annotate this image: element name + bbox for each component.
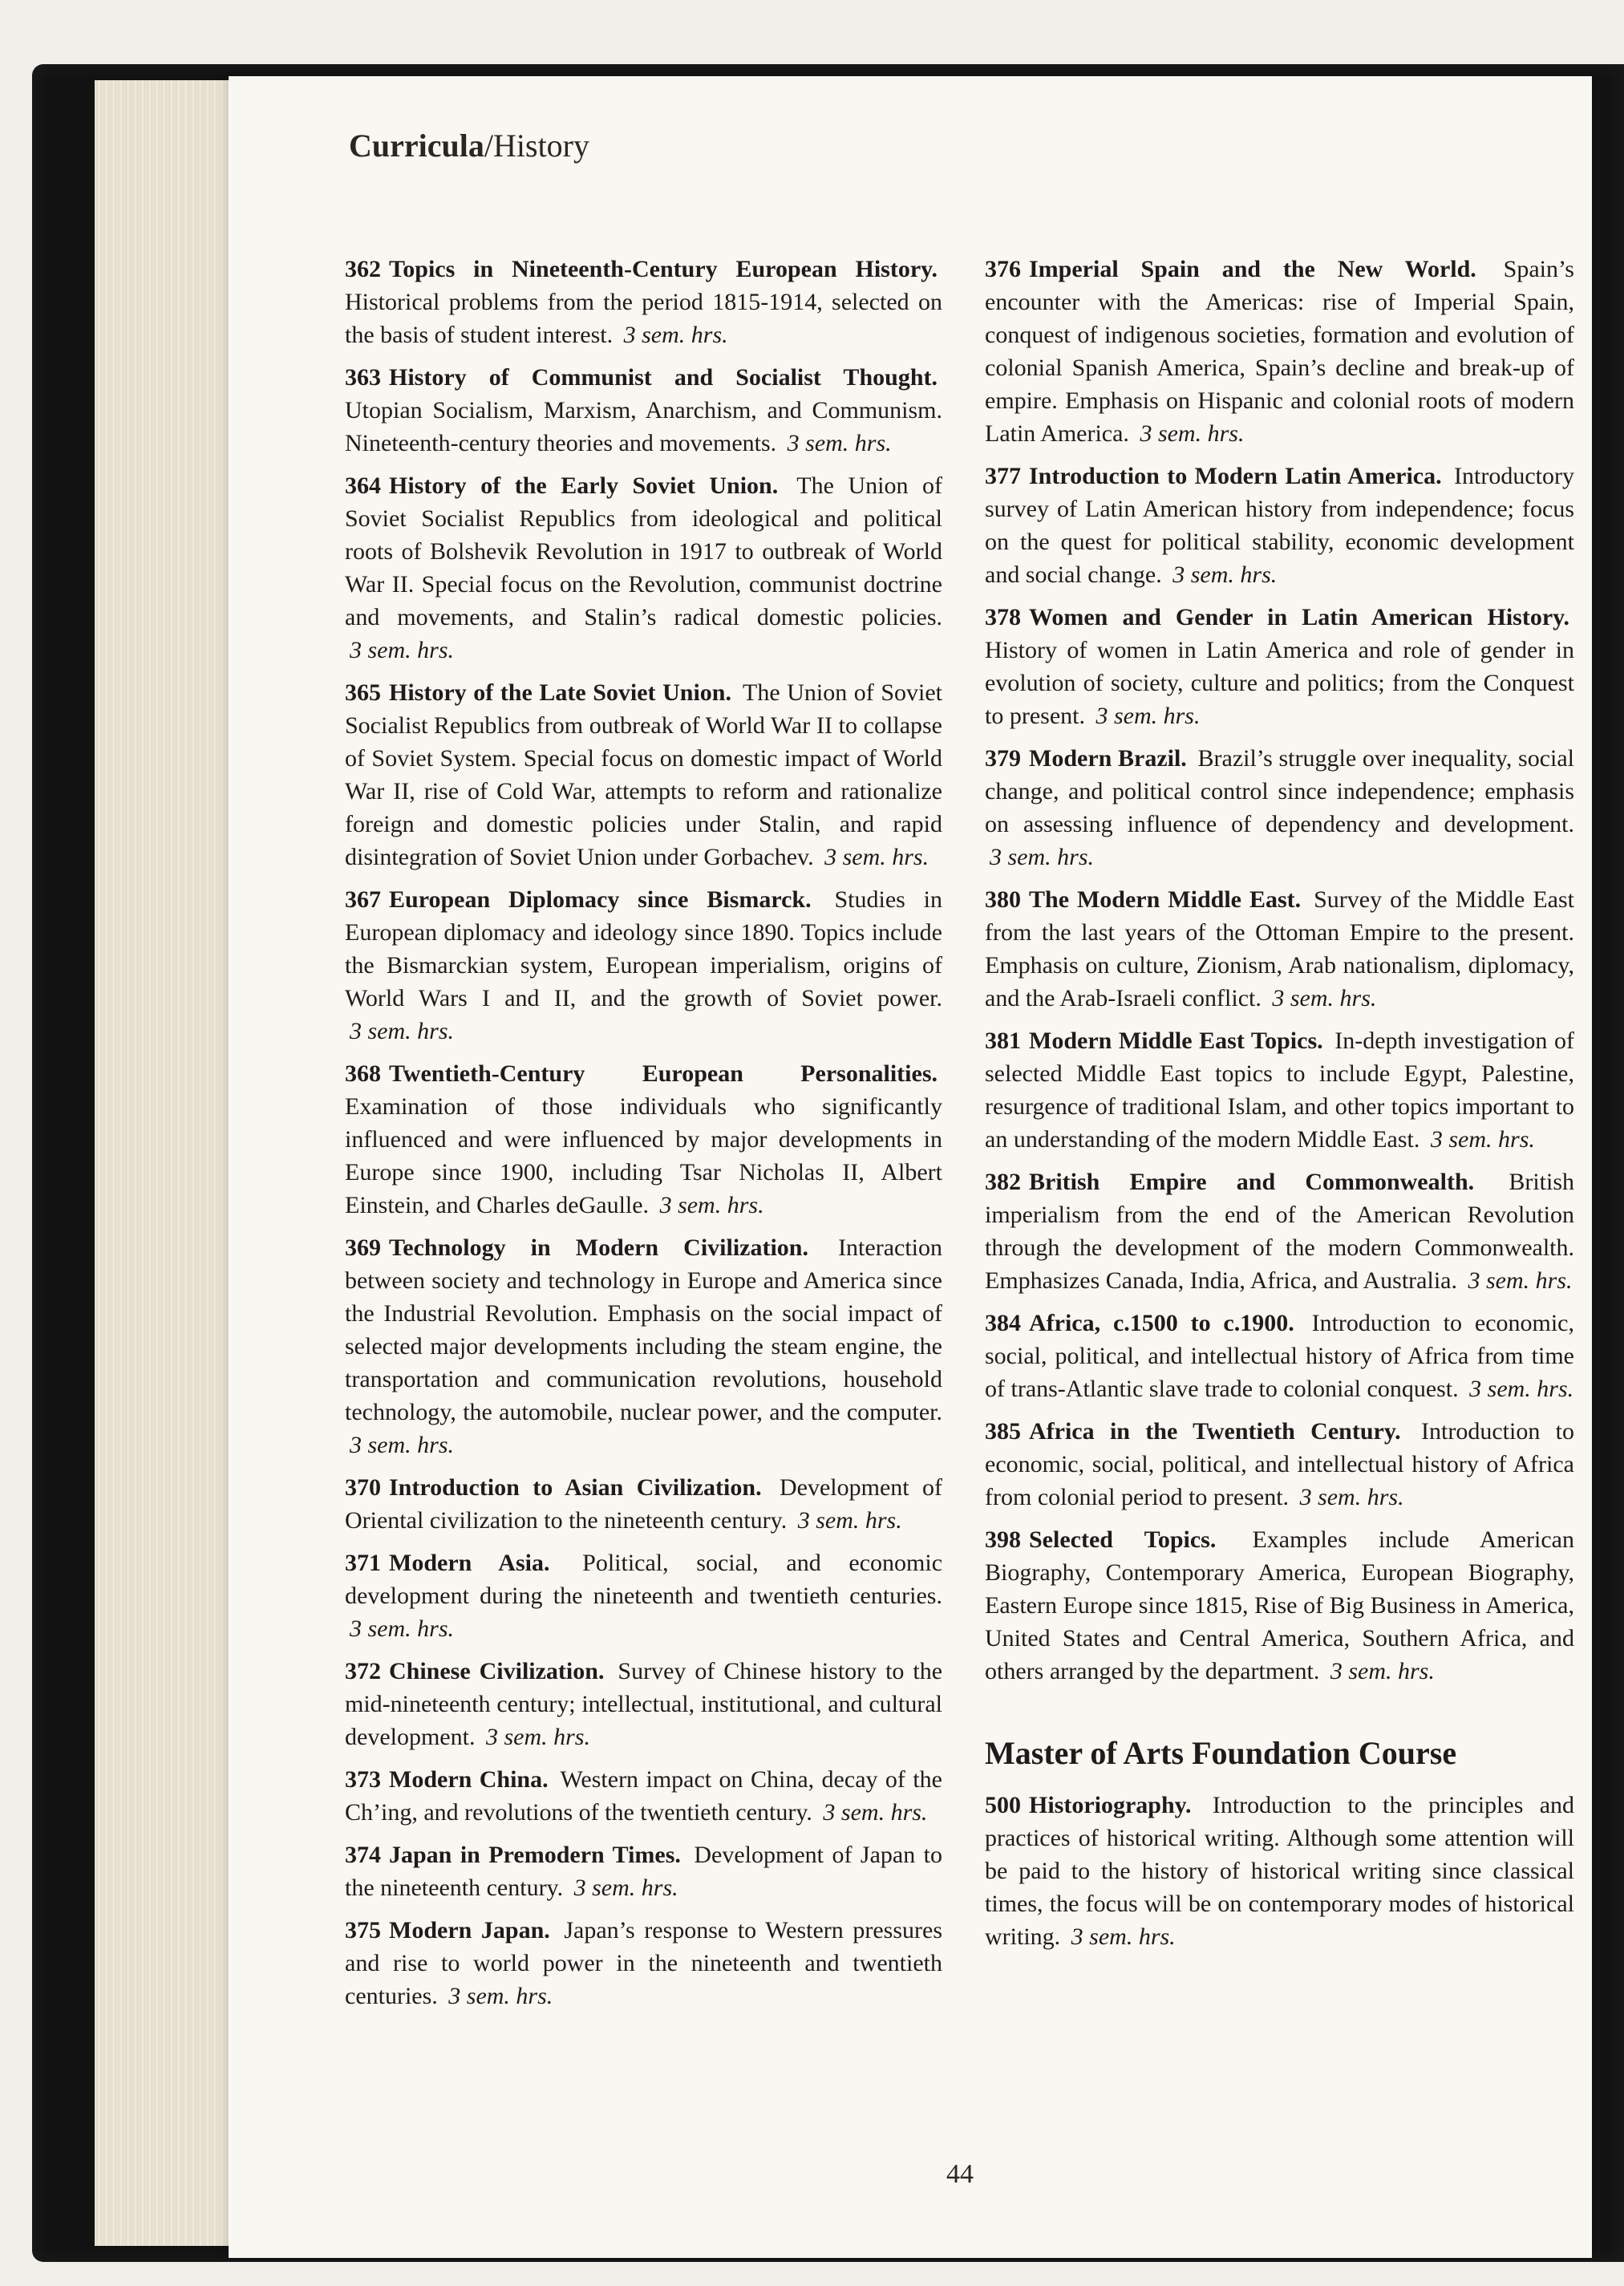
course-title: Africa in the Twentieth Century. [1029, 1418, 1401, 1445]
course-entry [345, 1655, 942, 1753]
course-number: 385 [985, 1418, 1021, 1445]
course-credits: 3 sem. hrs. [1172, 561, 1278, 588]
course-entry [345, 883, 942, 1048]
page-number: 44 [946, 2159, 974, 2189]
course-description: Introduction to the principles and practices of historical writing. Although some attention will be paid to the history of historical writing since classical times, the focus will be on contemporary modes of historical writing. [985, 1792, 1575, 1950]
course-credits: 3 sem. hrs. [623, 322, 728, 348]
course-description: Examination of those individuals who significantly influenced and were influenced by major developments in Europe since 1900, including Tsar Nicholas II, Albert Einstein, and Charles deGaulle. [345, 1093, 942, 1218]
course-credits: 3 sem. hrs. [1330, 1658, 1435, 1684]
course-title: Women and Gender in Latin American History. [1029, 604, 1569, 630]
course-number: 364 [345, 472, 381, 499]
course-title: History of the Early Soviet Union. [389, 472, 779, 499]
course-title: Historiography. [1029, 1792, 1192, 1818]
course-description: Development of Japan to the nineteenth century. [345, 1842, 943, 1901]
course-description: Utopian Socialism, Marxism, Anarchism, and Communism. Nineteenth-century theories and movements. [345, 397, 942, 456]
course-number: 370 [345, 1474, 381, 1501]
course-entry [985, 1789, 1574, 1953]
course-number: 379 [985, 745, 1021, 772]
course-credits: 3 sem. hrs. [1140, 420, 1245, 447]
course-description: The Union of Soviet Socialist Republics from outbreak of World War II to collapse of Soviet System. Special focus on domestic impact of World War II, rise of Cold War, attempts to reform and rationalize foreign and domestic policies under Stalin, and rapid disintegration of Soviet Union under Gorbachev. [345, 679, 942, 870]
course-entry [345, 1914, 942, 2012]
course-credits: 3 sem. hrs. [797, 1507, 902, 1534]
course-description: Interaction between society and technology in Europe and America since the Industrial Revolution. Emphasis on the social impact of selected major developments including the steam engine, the transportation and communication revolutions, household technology, the automobile, nuclear power, and the computer. [345, 1234, 942, 1425]
course-number: 362 [345, 256, 381, 282]
course-description: Development of Oriental civilization to the nineteenth century. [345, 1474, 943, 1534]
course-number: 373 [345, 1766, 381, 1793]
course-entry [985, 460, 1574, 591]
course-title: Imperial Spain and the New World. [1029, 256, 1476, 282]
course-number: 365 [345, 679, 381, 706]
course-title: The Modern Middle East. [1029, 886, 1302, 913]
course-credits: 3 sem. hrs. [350, 1018, 455, 1044]
course-number: 384 [985, 1310, 1021, 1336]
course-title: European Diplomacy since Bismarck. [389, 886, 812, 913]
course-credits: 3 sem. hrs. [1469, 1376, 1574, 1402]
course-description: History of women in Latin America and role of gender in evolution of society, culture and politics; from the Conquest to present. [985, 637, 1574, 729]
course-entry [345, 469, 942, 667]
course-credits: 3 sem. hrs. [1095, 703, 1201, 729]
course-number: 363 [345, 364, 381, 391]
course-description: Introduction to economic, social, political, and intellectual history of Africa from colonial period to present. [985, 1418, 1575, 1510]
course-description: Introduction to economic, social, political, and intellectual history of Africa from time of trans-Atlantic slave trade to colonial conquest. [985, 1310, 1574, 1402]
course-entry [985, 253, 1574, 450]
course-title: History of the Late Soviet Union. [389, 679, 731, 706]
course-credits: 3 sem. hrs. [659, 1192, 764, 1218]
course-credits: 3 sem. hrs. [1299, 1484, 1404, 1510]
course-number: 375 [345, 1917, 381, 1944]
course-number: 372 [345, 1658, 381, 1684]
course-title: Introduction to Modern Latin America. [1029, 463, 1442, 489]
course-entry [985, 1165, 1574, 1297]
course-entry [345, 253, 942, 351]
section-course-list [985, 1789, 1574, 1953]
course-title: Africa, c.1500 to c.1900. [1029, 1310, 1294, 1336]
page-edges [95, 80, 239, 2246]
course-entry [985, 742, 1574, 873]
course-credits: 3 sem. hrs. [824, 844, 929, 870]
course-description: Studies in European diplomacy and ideology since 1890. Topics include the Bismarckian system, European imperialism, origins of World Wars I and II, and the growth of Soviet power. [345, 886, 942, 1011]
course-entry [985, 1307, 1574, 1405]
course-credits: 3 sem. hrs. [1071, 1923, 1176, 1950]
course-entry [345, 1471, 942, 1537]
header-subject: History [493, 128, 589, 164]
left-column [345, 253, 942, 2022]
course-number: 500 [985, 1792, 1021, 1818]
course-description: Western impact on China, decay of the Ch’ing, and revolutions of the twentieth century. [345, 1766, 942, 1826]
course-number: 367 [345, 886, 381, 913]
running-header [349, 127, 589, 164]
course-entry [985, 601, 1574, 732]
course-title: Modern Middle East Topics. [1029, 1027, 1323, 1054]
course-number: 382 [985, 1169, 1021, 1195]
header-section: Curricula [349, 128, 484, 164]
course-credits: 3 sem. hrs. [1272, 985, 1377, 1011]
course-description: Survey of the Middle East from the last years of the Ottoman Empire to the present. Emphasis on culture, Zionism, Arab nationalism, diplomacy, and the Arab-Israeli conflict. [985, 886, 1574, 1011]
course-entry [345, 1546, 942, 1645]
header-separator: / [484, 128, 493, 164]
course-description: Introductory survey of Latin American history from independence; focus on the quest for political stability, economic development and social change. [985, 463, 1574, 588]
section-heading: Master of Arts Foundation Course [985, 1735, 1457, 1771]
course-entry [985, 883, 1574, 1015]
course-title: Technology in Modern Civilization. [389, 1234, 808, 1261]
course-entry [345, 1838, 942, 1904]
course-number: 380 [985, 886, 1021, 913]
course-title: Modern Japan. [389, 1917, 550, 1944]
course-credits: 3 sem. hrs. [350, 1615, 455, 1642]
course-credits: 3 sem. hrs. [350, 1432, 455, 1458]
course-description: The Union of Soviet Socialist Republics from ideological and political roots of Bolshevik Revolution in 1917 to outbreak of World War II. Special focus on the Revolution, communist doctrine and movements, and Stalin’s radical domestic policies. [345, 472, 942, 630]
course-credits: 3 sem. hrs. [350, 637, 455, 663]
course-title: Modern Brazil. [1029, 745, 1187, 772]
course-entry [985, 1523, 1574, 1688]
course-number: 374 [345, 1842, 381, 1868]
course-credits: 3 sem. hrs. [990, 844, 1095, 870]
course-title: Japan in Premodern Times. [389, 1842, 681, 1868]
course-title: Modern China. [389, 1766, 549, 1793]
course-credits: 3 sem. hrs. [1430, 1126, 1535, 1153]
course-description: In-depth investigation of selected Middle East topics to include Egypt, Palestine, resurgence of traditional Islam, and other topics important to an understanding of the modern Middle East. [985, 1027, 1575, 1153]
course-description: Japan’s response to Western pressures and rise to world power in the nineteenth and twentieth centuries. [345, 1917, 942, 2009]
course-entry [345, 361, 942, 460]
right-column [985, 253, 1574, 1963]
course-number: 378 [985, 604, 1021, 630]
course-entry [345, 676, 942, 873]
course-entry [985, 1415, 1574, 1514]
course-number: 398 [985, 1526, 1021, 1553]
course-title: Topics in Nineteenth-Century European History. [389, 256, 938, 282]
course-number: 376 [985, 256, 1021, 282]
course-number: 369 [345, 1234, 381, 1261]
course-title: History of Communist and Socialist Thought. [389, 364, 938, 391]
right-course-list [985, 253, 1574, 1688]
course-entry [985, 1024, 1574, 1156]
course-description: British imperialism from the end of the American Revolution through the development of the modern Commonwealth. Emphasizes Canada, India, Africa, and Australia. [985, 1169, 1574, 1294]
course-description: Political, social, and economic development during the nineteenth and twentieth centuries. [345, 1550, 943, 1609]
course-title: British Empire and Commonwealth. [1029, 1169, 1475, 1195]
course-description: Brazil’s struggle over inequality, social change, and political control since independence; emphasis on assessing influence of dependency and development. [985, 745, 1574, 837]
course-entry [345, 1231, 942, 1461]
course-number: 381 [985, 1027, 1021, 1054]
course-number: 371 [345, 1550, 381, 1576]
course-credits: 3 sem. hrs. [823, 1799, 928, 1826]
course-title: Chinese Civilization. [389, 1658, 605, 1684]
course-description: Spain’s encounter with the Americas: rise of Imperial Spain, conquest of indigenous societies, formation and evolution of colonial Spanish America, Spain’s decline and break-up of empire. Emphasis on Hispanic and colonial roots of modern Latin America. [985, 256, 1574, 447]
course-credits: 3 sem. hrs. [787, 430, 892, 456]
course-number: 377 [985, 463, 1021, 489]
course-credits: 3 sem. hrs. [485, 1724, 590, 1750]
course-title: Introduction to Asian Civilization. [389, 1474, 762, 1501]
course-credits: 3 sem. hrs. [1468, 1267, 1573, 1294]
course-description: Survey of Chinese history to the mid-nineteenth century; intellectual, institutional, and cultural development. [345, 1658, 943, 1750]
course-title: Modern Asia. [389, 1550, 550, 1576]
course-credits: 3 sem. hrs. [448, 1983, 553, 2009]
course-description: Historical problems from the period 1815-1914, selected on the basis of student interest. [345, 289, 942, 348]
course-title: Selected Topics. [1029, 1526, 1217, 1553]
course-number: 368 [345, 1060, 381, 1087]
course-entry [345, 1057, 942, 1222]
left-course-list [345, 253, 942, 2012]
course-title: Twentieth-Century European Personalities. [389, 1060, 938, 1087]
course-description: Examples include American Biography, Contemporary America, European Biography, Eastern Europe since 1815, Rise of Big Business in America, United States and Central America, Southern Africa, and others arranged by the department. [985, 1526, 1574, 1684]
course-credits: 3 sem. hrs. [573, 1875, 678, 1901]
course-entry [345, 1763, 942, 1829]
